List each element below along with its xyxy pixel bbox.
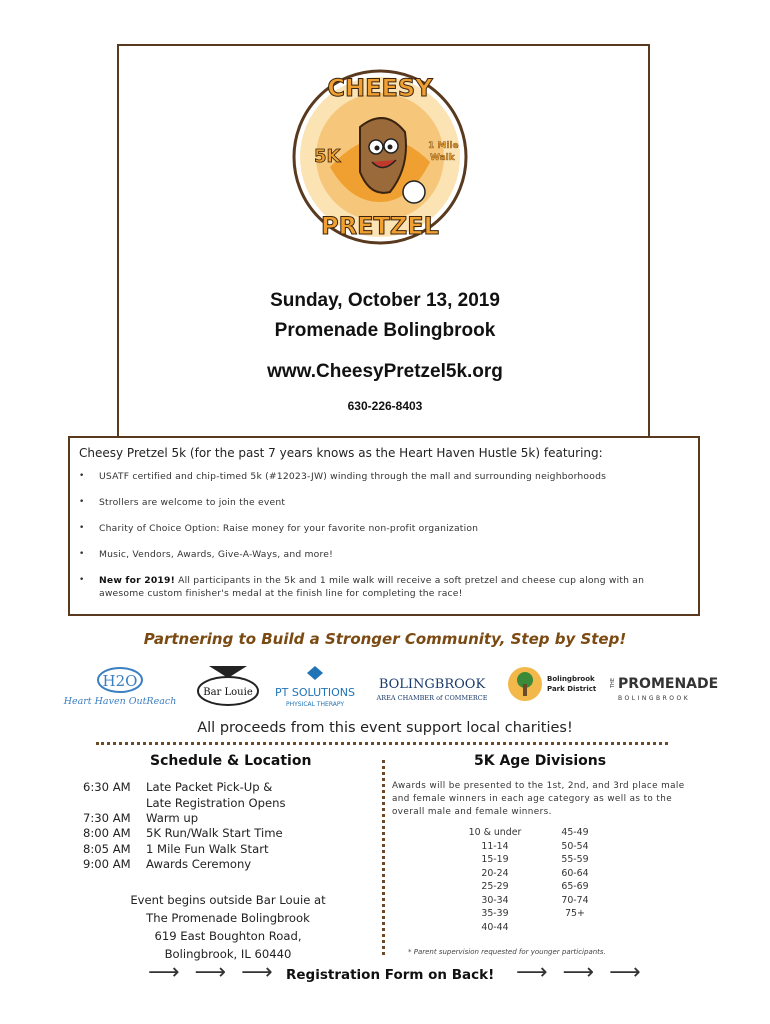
pt-solutions-logo bbox=[273, 664, 357, 708]
awards-description: Awards will be presented to the 1st, 2nd, and 3rd place male and female winners in each age category as well as to the overall male and female winners. bbox=[392, 781, 685, 817]
bullet-icon: • bbox=[79, 497, 85, 507]
schedule-event: Late Registration Opens bbox=[146, 796, 286, 810]
partners-title: Partnering to Build a Stronger Community, Step by Step! bbox=[143, 630, 627, 648]
age-group: 30-34 bbox=[481, 894, 509, 906]
event-venue: Promenade Bolingbrook bbox=[274, 320, 496, 341]
park-text-2: Park District bbox=[547, 685, 597, 693]
h2o-text: H2O bbox=[102, 672, 138, 690]
features-list bbox=[79, 470, 689, 613]
new-text: All participants in the 5k and 1 mile walk will receive a soft pretzel and cheese cup along with an awesome custom finisher's medal at the finish line for completing the race! bbox=[99, 575, 645, 599]
schedule-time: 7:30 AM bbox=[83, 811, 131, 825]
location-line: 619 East Boughton Road, bbox=[154, 929, 302, 943]
h2o-subtext: Heart Haven OutReach bbox=[63, 696, 177, 707]
age-group: 55-59 bbox=[561, 854, 589, 865]
schedule-time: 8:00 AM bbox=[83, 826, 131, 840]
chamber-text: BOLINGBROOK bbox=[378, 677, 486, 692]
age-column-right bbox=[545, 826, 605, 921]
feature-item bbox=[79, 470, 689, 483]
park-district-emblem-icon bbox=[505, 664, 597, 708]
age-group: 20-24 bbox=[481, 867, 509, 879]
divisions-title: 5K Age Divisions bbox=[474, 753, 607, 769]
schedule-row bbox=[83, 842, 269, 856]
schedule-time: 8:05 AM bbox=[83, 842, 131, 856]
schedule-row bbox=[83, 857, 251, 871]
promenade-emblem-icon bbox=[608, 664, 719, 708]
feature-item bbox=[79, 522, 689, 535]
location-line: Bolingbrook, IL 60440 bbox=[164, 947, 292, 961]
chamber-subtext: AREA CHAMBER of COMMERCE bbox=[376, 694, 488, 702]
dotted-divider bbox=[96, 742, 668, 745]
age-group: 35-39 bbox=[481, 908, 509, 919]
age-group: 10 & under bbox=[468, 827, 522, 838]
bullet-icon: • bbox=[79, 549, 85, 559]
logo-5k: 5K bbox=[314, 146, 341, 167]
barlouie-text: Bar Louie bbox=[203, 687, 253, 698]
arrow-right-icon: ⟶ ⟶ ⟶ bbox=[148, 960, 277, 985]
feature-item-new bbox=[79, 574, 689, 600]
promenade-logo bbox=[608, 664, 719, 708]
feature-item bbox=[79, 496, 689, 509]
features-intro: Cheesy Pretzel 5k (for the past 7 years knows as the Heart Haven Hustle 5k) featuring: bbox=[79, 446, 603, 460]
location-line: Event begins outside Bar Louie at bbox=[130, 893, 326, 907]
h2o-emblem-icon bbox=[64, 664, 176, 708]
schedule-event: Warm up bbox=[146, 811, 199, 825]
promenade-text: PROMENADE bbox=[618, 676, 719, 692]
park-text-1: Bolingbrook bbox=[547, 675, 595, 683]
bullet-icon: • bbox=[79, 523, 85, 533]
schedule-row bbox=[83, 826, 283, 840]
event-phone: 630-226-8403 bbox=[347, 399, 423, 413]
feature-text: Strollers are welcome to join the event bbox=[99, 497, 286, 508]
age-group: 25-29 bbox=[481, 881, 509, 892]
feature-item bbox=[79, 548, 689, 561]
age-column-left bbox=[460, 826, 530, 934]
new-label: New for 2019! bbox=[99, 575, 176, 586]
age-group: 50-54 bbox=[561, 840, 589, 852]
schedule-time: 9:00 AM bbox=[83, 857, 131, 871]
feature-text: USATF certified and chip-timed 5k (#12023-JW) winding through the mall and surrounding neighborhoods bbox=[99, 471, 607, 482]
age-group: 75+ bbox=[565, 908, 585, 919]
pt-subtext: PHYSICAL THERAPY bbox=[285, 701, 345, 708]
h2o-logo bbox=[64, 664, 176, 708]
schedule-time: 6:30 AM bbox=[83, 780, 131, 794]
schedule-row bbox=[83, 780, 272, 794]
schedule-event: 5K Run/Walk Start Time bbox=[146, 826, 283, 840]
schedule-title: Schedule & Location bbox=[150, 753, 312, 769]
age-group: 60-64 bbox=[561, 867, 589, 879]
location-line: The Promenade Bolingbrook bbox=[146, 911, 310, 925]
bullet-icon: • bbox=[79, 575, 85, 585]
dotted-column-divider bbox=[382, 760, 385, 955]
chamber-emblem-icon bbox=[374, 664, 490, 708]
event-website[interactable]: www.CheesyPretzel5k.org bbox=[267, 361, 503, 382]
schedule-row bbox=[83, 811, 198, 825]
schedule-row bbox=[83, 796, 286, 810]
logo-walk-line1: 1 Mile bbox=[428, 141, 459, 151]
age-group: 40-44 bbox=[481, 921, 509, 933]
barlouie-logo bbox=[195, 664, 261, 708]
arrow-right-icon: ⟶ ⟶ ⟶ bbox=[516, 960, 645, 985]
chamber-logo bbox=[374, 664, 490, 708]
cheesy-pretzel-logo bbox=[290, 52, 470, 262]
park-district-logo bbox=[505, 664, 597, 708]
age-group: 11-14 bbox=[481, 840, 509, 852]
logo-word-bottom: PRETZEL bbox=[321, 212, 439, 240]
promenade-subtext: BOLINGBROOK bbox=[618, 695, 691, 702]
logo-walk-line2: Walk bbox=[430, 153, 455, 163]
pt-text: PT SOLUTIONS bbox=[275, 686, 355, 699]
schedule-event: 1 Mile Fun Walk Start bbox=[146, 842, 269, 856]
bullet-icon: • bbox=[79, 471, 85, 481]
age-group: 45-49 bbox=[561, 827, 589, 838]
logo-word-top: CHEESY bbox=[327, 74, 433, 102]
pt-solutions-emblem-icon bbox=[273, 664, 357, 708]
feature-text: Charity of Choice Option: Raise money for your favorite non-profit organization bbox=[99, 523, 479, 534]
age-group: 65-69 bbox=[561, 881, 589, 892]
schedule-event: Awards Ceremony bbox=[146, 857, 252, 871]
feature-text: Music, Vendors, Awards, Give-A-Ways, and more! bbox=[99, 549, 333, 560]
schedule-event: Late Packet Pick-Up & bbox=[146, 780, 273, 794]
age-group: 70-74 bbox=[561, 894, 589, 906]
promenade-the: THE bbox=[610, 678, 616, 688]
event-date: Sunday, October 13, 2019 bbox=[270, 290, 500, 311]
proceeds-note: All proceeds from this event support local charities! bbox=[197, 720, 573, 736]
age-group: 15-19 bbox=[481, 854, 509, 865]
supervision-note: * Parent supervision requested for younger participants. bbox=[408, 948, 606, 956]
registration-note: Registration Form on Back! bbox=[286, 967, 495, 983]
barlouie-emblem-icon bbox=[195, 664, 261, 708]
